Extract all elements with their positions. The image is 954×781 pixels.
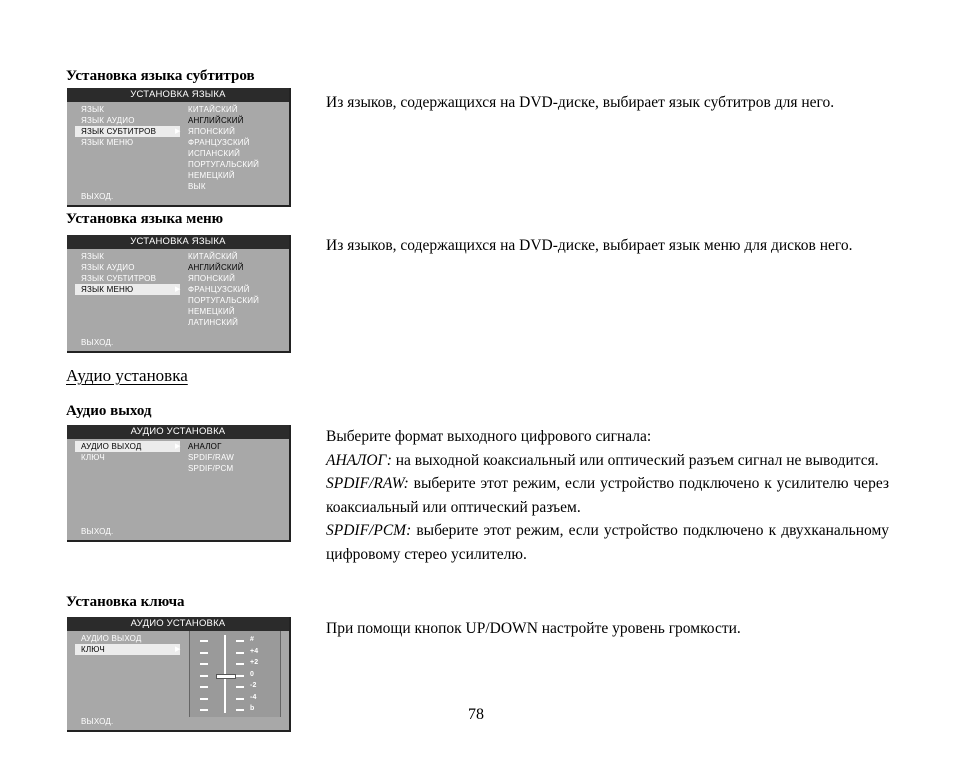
key-level-slider bbox=[189, 631, 281, 717]
key-setup-heading: Установка ключа bbox=[66, 594, 185, 610]
osd-title: АУДИО УСТАНОВКА bbox=[67, 617, 289, 631]
term-analog: АНАЛОГ: bbox=[326, 451, 392, 469]
slider-tick-right bbox=[236, 652, 244, 654]
slider-tick-right bbox=[236, 709, 244, 711]
slider-scale-label: -2 bbox=[250, 682, 257, 689]
osd-option: АНГЛИЙСКИЙ bbox=[188, 116, 244, 125]
slider-tick-right bbox=[236, 640, 244, 642]
osd-option: ПОРТУГАЛЬСКИЙ bbox=[188, 296, 260, 305]
osd-title: УСТАНОВКА ЯЗЫКА bbox=[67, 88, 289, 102]
desc-analog: на выходной коаксиальный или оптический разъем сигнал не выводится. bbox=[395, 451, 879, 469]
menu-language-heading: Установка языка меню bbox=[66, 211, 224, 227]
osd-menu-item: ЯЗЫК СУБТИТРОВ bbox=[75, 126, 180, 137]
key-setup-description bbox=[326, 617, 889, 641]
osd-option: НЕМЕЦКИЙ bbox=[188, 171, 235, 180]
osd-option: КИТАЙСКИЙ bbox=[188, 105, 238, 114]
osd-menu bbox=[75, 251, 180, 295]
slider-tick-right bbox=[236, 686, 244, 688]
slider-tick-left bbox=[200, 652, 208, 654]
slider-scale-label: -4 bbox=[250, 693, 257, 701]
osd-option: ФРАНЦУЗСКИЙ bbox=[188, 138, 250, 147]
osd-menu-item: КЛЮЧ bbox=[75, 644, 180, 655]
page-number: 78 bbox=[468, 706, 484, 723]
audio-output-intro: Выберите формат выходного цифрового сигнала: bbox=[326, 428, 652, 445]
slider-tick-left bbox=[200, 663, 208, 665]
osd-option: КИТАЙСКИЙ bbox=[188, 252, 238, 261]
term-spdif-pcm: SPDIF/PCM: bbox=[326, 522, 412, 539]
osd-menu-item: ЯЗЫК МЕНЮ bbox=[81, 138, 134, 147]
desc-spdif-raw: выберите этот режим, если устройство подключено к усилителю через коаксиальный или оптический разъем. bbox=[326, 475, 890, 516]
osd-option: НЕМЕЦКИЙ bbox=[188, 307, 235, 316]
osd-option: ЯПОНСКИЙ bbox=[188, 127, 236, 136]
osd-options bbox=[188, 441, 283, 474]
osd-options bbox=[188, 104, 283, 192]
slider-scale-label: +4 bbox=[250, 647, 259, 655]
osd-option: ВЫК bbox=[188, 182, 206, 191]
osd-menu-item: ЯЗЫК МЕНЮ bbox=[75, 284, 180, 295]
caret-right-icon: ▶ bbox=[175, 646, 181, 653]
slider-scale-label: # bbox=[250, 636, 255, 643]
osd-option: ИСПАНСКИЙ bbox=[188, 149, 241, 158]
audio-output-item-spdif-pcm bbox=[326, 519, 889, 566]
slider-tick-left bbox=[200, 686, 208, 688]
audio-output-description bbox=[326, 425, 889, 566]
osd-option: ПОРТУГАЛЬСКИЙ bbox=[188, 160, 260, 169]
subtitle-language-osd-screen bbox=[67, 88, 291, 207]
osd-menu bbox=[75, 104, 180, 148]
caret-right-icon: ▶ bbox=[175, 286, 181, 293]
osd-option: SPDIF/PCM bbox=[188, 464, 234, 473]
subtitle-language-description bbox=[326, 91, 889, 115]
slider-tick-left bbox=[200, 709, 208, 711]
slider-tick-right bbox=[236, 698, 244, 700]
slider-scale-label: b bbox=[250, 705, 255, 712]
key-setup-osd-screen bbox=[67, 617, 291, 732]
caret-right-icon: ▶ bbox=[175, 443, 181, 450]
osd-exit-label: ВЫХОД. bbox=[81, 192, 114, 201]
osd-menu-item: АУДИО ВЫХОД bbox=[75, 441, 180, 452]
osd-menu-item: ЯЗЫК СУБТИТРОВ bbox=[81, 274, 157, 283]
osd-option: ЛАТИНСКИЙ bbox=[188, 318, 239, 327]
slider-tick-left bbox=[200, 675, 208, 677]
slider-tick-left bbox=[200, 640, 208, 642]
caret-right-icon: ▶ bbox=[175, 128, 181, 135]
osd-menu-item: КЛЮЧ bbox=[81, 453, 105, 462]
osd-menu-item: ЯЗЫК АУДИО bbox=[81, 263, 135, 272]
subtitle-language-heading: Установка языка субтитров bbox=[66, 68, 255, 84]
osd-option: ФРАНЦУЗСКИЙ bbox=[188, 285, 250, 294]
audio-setup-title: Аудио установка bbox=[66, 366, 188, 385]
osd-title: УСТАНОВКА ЯЗЫКА bbox=[67, 235, 289, 249]
menu-language-text: Из языков, содержащихся на DVD-диске, выбирает язык меню для дисков него. bbox=[326, 237, 853, 254]
osd-option: SPDIF/RAW bbox=[188, 453, 234, 462]
term-spdif-raw: SPDIF/RAW: bbox=[326, 475, 409, 492]
subtitle-language-text: Из языков, содержащихся на DVD-диске, выбирает язык субтитров для него. bbox=[326, 94, 835, 111]
osd-menu bbox=[75, 441, 180, 463]
osd-menu-item: ЯЗЫК bbox=[81, 105, 105, 114]
slider-tick-right bbox=[236, 675, 244, 677]
slider-tick-right bbox=[236, 663, 244, 665]
menu-language-description bbox=[326, 234, 889, 258]
osd-options bbox=[188, 251, 283, 328]
osd-exit-label: ВЫХОД. bbox=[81, 338, 114, 347]
slider-knob bbox=[216, 674, 236, 679]
audio-output-item-analog bbox=[326, 449, 889, 473]
audio-output-osd-screen bbox=[67, 425, 291, 542]
osd-menu-item: ЯЗЫК bbox=[81, 252, 105, 261]
audio-output-item-spdif-raw bbox=[326, 472, 889, 519]
osd-exit-label: ВЫХОД. bbox=[81, 527, 114, 536]
osd-menu-item: ЯЗЫК АУДИО bbox=[81, 116, 135, 125]
osd-option: АНАЛОГ bbox=[188, 442, 222, 451]
desc-spdif-pcm: выберите этот режим, если устройство подключено к двухканальному цифровому стерео усилителю. bbox=[326, 522, 889, 563]
slider-tick-left bbox=[200, 698, 208, 700]
osd-option: АНГЛИЙСКИЙ bbox=[188, 263, 244, 272]
osd-exit-label: ВЫХОД. bbox=[81, 717, 114, 726]
slider-scale-label: +2 bbox=[250, 659, 259, 666]
slider-scale-label: 0 bbox=[250, 670, 255, 678]
osd-menu-item: АУДИО ВЫХОД bbox=[81, 634, 142, 643]
osd-title: АУДИО УСТАНОВКА bbox=[67, 425, 289, 439]
osd-option: ЯПОНСКИЙ bbox=[188, 274, 236, 283]
menu-language-osd-screen bbox=[67, 235, 291, 353]
osd-menu bbox=[75, 633, 180, 655]
key-setup-text: При помощи кнопок UP/DOWN настройте уровень громкости. bbox=[326, 620, 741, 637]
audio-output-heading: Аудио выход bbox=[66, 403, 152, 419]
